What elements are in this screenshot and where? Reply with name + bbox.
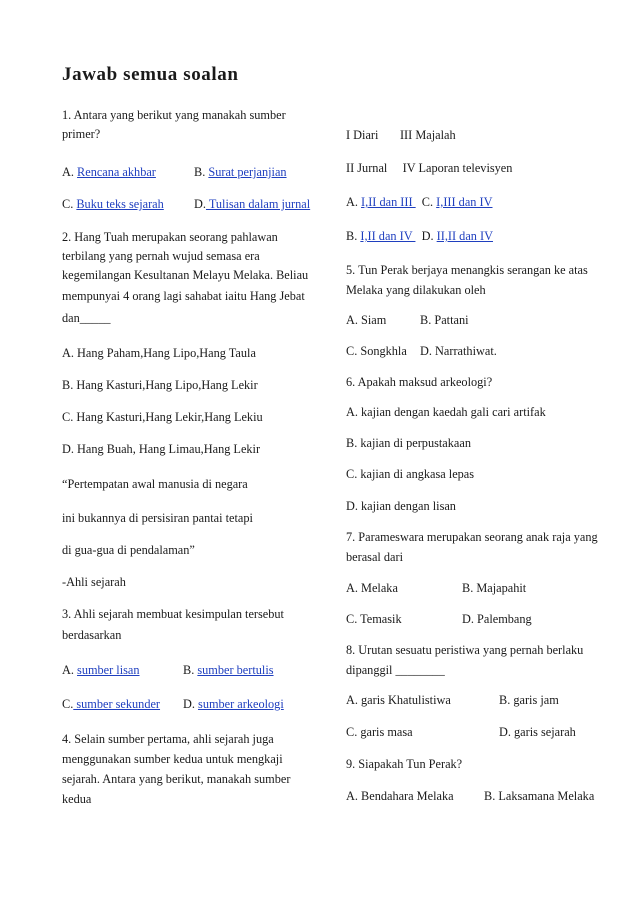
q2-option-a: A. Hang Paham,Hang Lipo,Hang Taula: [62, 346, 256, 360]
q6-question: 6. Apakah maksud arkeologi?: [346, 375, 493, 389]
q4-option-a-c: [346, 194, 493, 210]
q5-option-b: B. Pattani: [420, 313, 469, 327]
q4-b-prefix: B.: [346, 229, 361, 243]
q4-line3: sejarah. Antara yang berikut, manakah sumber: [62, 772, 291, 786]
q9-question: 9. Siapakah Tun Perak?: [346, 757, 463, 771]
q6-option-c: C. kajian di angkasa lepas: [346, 467, 475, 481]
q3-b-link[interactable]: sumber bertulis: [197, 663, 274, 677]
q5-line1: 5. Tun Perak berjaya menangkis serangan ke atas: [346, 263, 588, 277]
q7-option-d: D. Palembang: [462, 612, 532, 626]
q8-option-b: B. garis jam: [499, 693, 559, 707]
q1-option-a: [62, 164, 156, 180]
q9-option-a: A. Bendahara Melaka: [346, 789, 454, 803]
q8-line2: dipanggil ________: [346, 663, 445, 677]
q5-option-d: D. Narrathiwat.: [420, 344, 497, 358]
q3-line1: 3. Ahli sejarah membuat kesimpulan tersebut: [62, 607, 284, 621]
q4-a-link[interactable]: I,II dan III: [361, 195, 416, 209]
q2-line5: dan_____: [62, 311, 111, 325]
q1-d-prefix: D.: [194, 197, 206, 211]
q7-line1: 7. Parameswara merupakan seorang anak raja yang: [346, 530, 598, 544]
q4-line2: menggunakan sumber kedua untuk mengkaji: [62, 752, 283, 766]
q6-option-b: B. kajian di perpustakaan: [346, 436, 471, 450]
q4-line1: 4. Selain sumber pertama, ahli sejarah juga: [62, 732, 274, 746]
q5-option-c: C. Songkhla: [346, 344, 407, 358]
q1-a-link[interactable]: Rencana akhbar: [77, 165, 156, 179]
q1-line2: primer?: [62, 127, 101, 141]
q2-line2: terbilang yang pernah wujud semasa era: [62, 249, 260, 263]
q1-d-link[interactable]: Tulisan dalam jurnal: [205, 197, 311, 211]
q4-d-link[interactable]: II,II dan IV: [436, 229, 493, 243]
q4-d-prefix: D.: [415, 229, 437, 243]
q8-option-c: C. garis masa: [346, 725, 413, 739]
q3-line2: berdasarkan: [62, 628, 122, 642]
quote-line1: “Pertempatan awal manusia di negara: [62, 477, 248, 491]
q7-line2: berasal dari: [346, 550, 404, 564]
q1-option-b: [194, 164, 287, 180]
q8-line1: 8. Urutan sesuatu peristiwa yang pernah berlaku: [346, 643, 584, 657]
q3-d-link[interactable]: sumber arkeologi: [198, 697, 284, 711]
q3-b-prefix: B.: [183, 663, 198, 677]
quote-author: -Ahli sejarah: [62, 575, 126, 589]
q2-line3: kegemilangan Kesultanan Melayu Melaka. Beliau: [62, 268, 309, 282]
q3-a-prefix: A.: [62, 663, 78, 677]
q1-b-prefix: B.: [194, 165, 209, 179]
q1-c-link[interactable]: Buku teks sejarah: [76, 197, 164, 211]
q3-c-prefix: C.: [62, 697, 74, 711]
q7-option-a: A. Melaka: [346, 581, 398, 595]
q9-option-b: B. Laksamana Melaka: [484, 789, 595, 803]
q3-c-link[interactable]: sumber sekunder: [73, 697, 161, 711]
q2-line4: mempunyai 4 orang lagi sahabat iaitu Hang Jebat: [62, 289, 305, 303]
q6-option-d: D. kajian dengan lisan: [346, 499, 456, 513]
q4-line4: kedua: [62, 792, 92, 806]
q7-option-c: C. Temasik: [346, 612, 402, 626]
q6-option-a: A. kajian dengan kaedah gali cari artifak: [346, 405, 546, 419]
q4-b-link[interactable]: I,II dan IV: [360, 229, 416, 243]
q3-a-link[interactable]: sumber lisan: [77, 663, 140, 677]
quote-line3: di gua-gua di pendalaman”: [62, 543, 195, 557]
q4-a-prefix: A.: [346, 195, 362, 209]
q4-statements-ii-iv: II Jurnal IV Laporan televisyen: [346, 161, 513, 175]
q5-option-a: A. Siam: [346, 313, 387, 327]
q3-d-prefix: D.: [183, 697, 199, 711]
q4-c-link[interactable]: I,III dan IV: [436, 195, 493, 209]
q8-option-a: A. garis Khatulistiwa: [346, 693, 451, 707]
q1-option-c: [62, 196, 164, 212]
q1-b-link[interactable]: Surat perjanjian: [208, 165, 287, 179]
q3-option-d: [183, 696, 284, 712]
q1-line1: 1. Antara yang berikut yang manakah sumber: [62, 108, 286, 122]
q5-line2: Melaka yang dilakukan oleh: [346, 283, 486, 297]
q1-a-prefix: A.: [62, 165, 78, 179]
quote-line2: ini bukannya di persisiran pantai tetapi: [62, 511, 253, 525]
q3-option-b: [183, 662, 274, 678]
page-title: Jawab semua soalan: [62, 64, 239, 85]
q3-option-c: [62, 696, 160, 712]
q1-c-prefix: C.: [62, 197, 77, 211]
q2-line1: 2. Hang Tuah merupakan seorang pahlawan: [62, 230, 278, 244]
q8-option-d: D. garis sejarah: [499, 725, 576, 739]
q2-option-b: B. Hang Kasturi,Hang Lipo,Hang Lekir: [62, 378, 258, 392]
q2-option-c: C. Hang Kasturi,Hang Lekir,Hang Lekiu: [62, 410, 263, 424]
q1-option-d: [194, 196, 310, 212]
q4-c-prefix: C.: [415, 195, 437, 209]
q2-option-d: D. Hang Buah, Hang Limau,Hang Lekir: [62, 442, 261, 456]
q4-statements-i-iii: I Diari III Majalah: [346, 128, 456, 142]
q4-option-b-d: [346, 228, 493, 244]
q7-option-b: B. Majapahit: [462, 581, 527, 595]
q3-option-a: [62, 662, 140, 678]
